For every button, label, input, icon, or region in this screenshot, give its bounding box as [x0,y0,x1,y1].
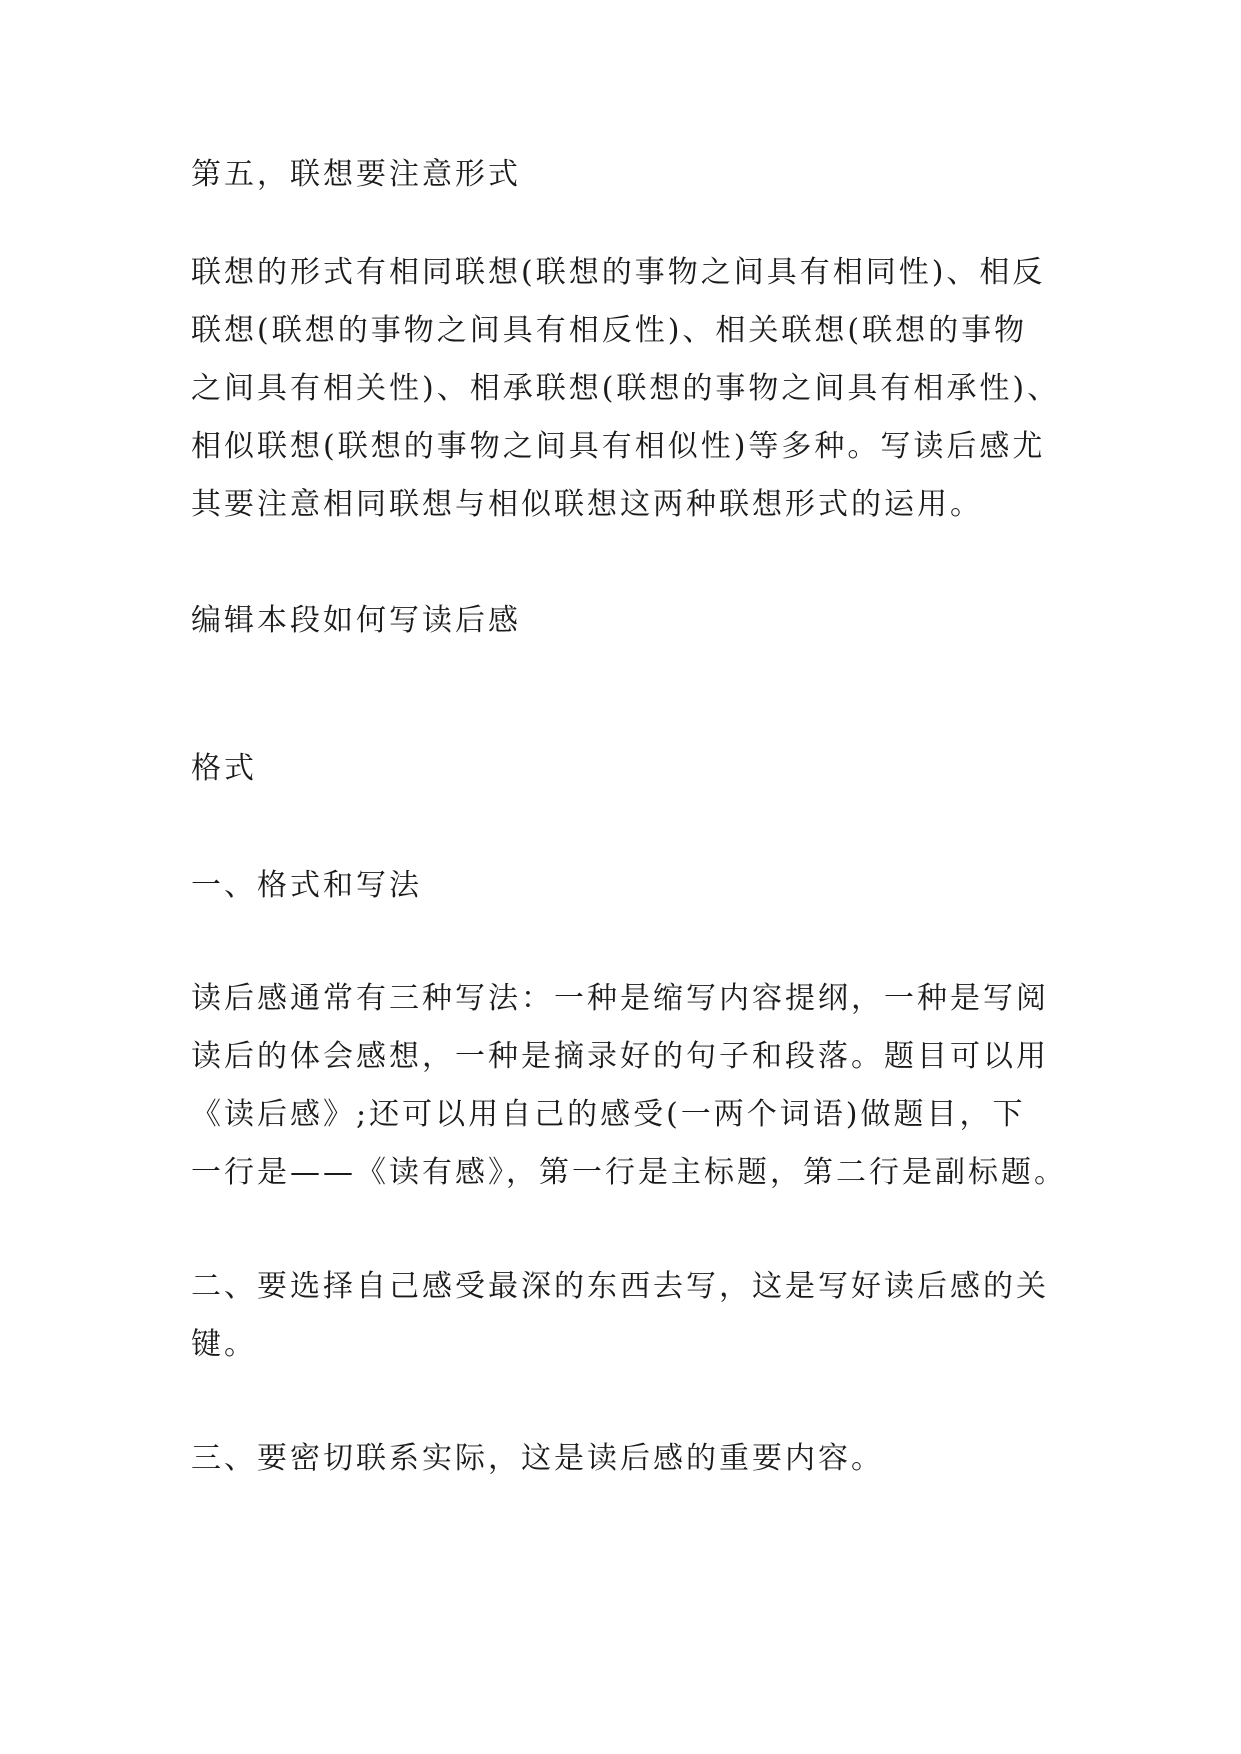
heading-association-form: 第五，联想要注意形式 [191,157,521,192]
paragraph-line: 二、要选择自己感受最深的东西去写，这是写好读后感的关 [191,1269,1049,1304]
paragraph-writing-methods [191,970,1091,1202]
paragraph-connect-reality: 三、要密切联系实际，这是读后感的重要内容。 [191,1441,884,1476]
heading-how-to-write: 编辑本段如何写读后感 [191,603,521,638]
paragraph-line: 读后感通常有三种写法：一种是缩写内容提纲，一种是写阅 [191,981,1049,1016]
heading-format: 格式 [191,751,257,786]
paragraph-line: 一行是——《读有感》，第一行是主标题，第二行是副标题。 [191,1155,1067,1190]
heading-format-and-methods: 一、格式和写法 [191,868,422,903]
paragraph-line: 其要注意相同联想与相似联想这两种联想形式的运用。 [191,487,983,522]
paragraph-line: 键。 [191,1327,257,1362]
paragraph-line: 《读后感》;还可以用自己的感受(一两个词语)做题目，下 [191,1097,1026,1132]
paragraph-association-forms [191,244,1091,534]
paragraph-line: 之间具有相关性)、相承联想(联想的事物之间具有相承性)、 [191,371,1061,406]
paragraph-choose-topic [191,1258,1091,1374]
paragraph-line: 相似联想(联想的事物之间具有相似性)等多种。写读后感尤 [191,429,1046,464]
paragraph-line: 读后的体会感想，一种是摘录好的句子和段落。题目可以用 [191,1039,1049,1074]
paragraph-line: 联想的形式有相同联想(联想的事物之间具有相同性)、相反 [191,255,1046,290]
paragraph-line: 联想(联想的事物之间具有相反性)、相关联想(联想的事物 [191,313,1028,348]
